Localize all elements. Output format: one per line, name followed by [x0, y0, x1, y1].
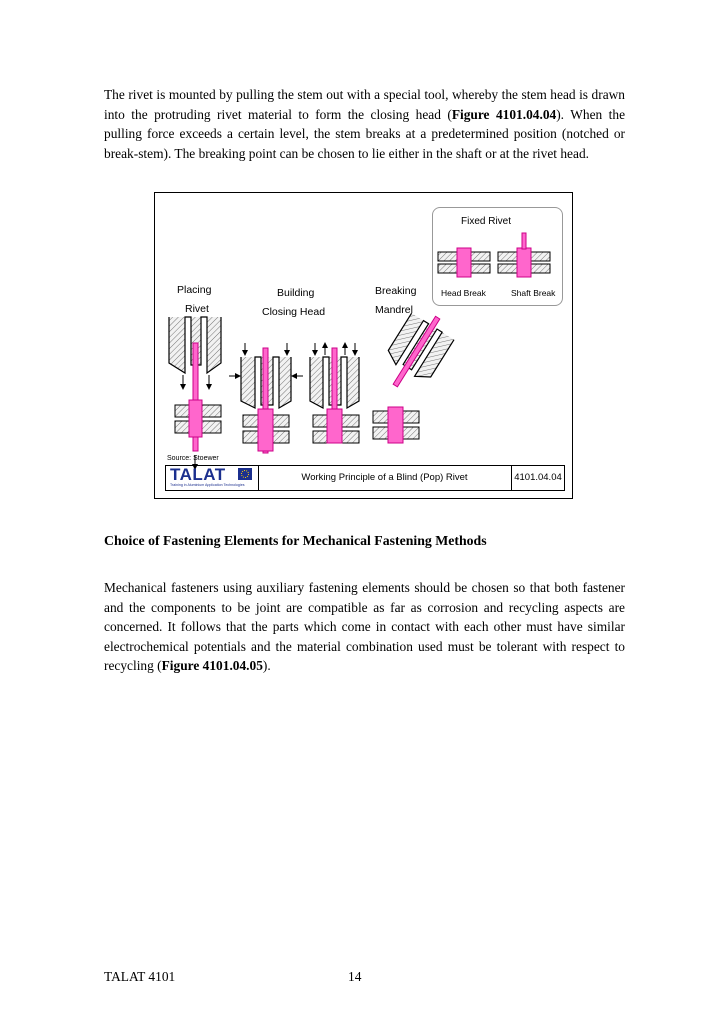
paragraph-rivet-mounting	[104, 85, 625, 163]
stage-placing-rivet	[169, 317, 221, 469]
label-breaking: Breaking	[375, 285, 417, 297]
paragraph-text: Mechanical fasteners using auxiliary fastening elements should be chosen so that both fastener and the components to be joint are compatible as far as corrosion and recycling aspects are concerned. It follows that the parts which come in contact with each other must have similar electrochemical potentials and the material combination used must be tolerant with respect to recycling (	[104, 580, 625, 674]
logo-subtitle: Training in Aluminium Application Technologies	[170, 483, 245, 487]
stage-building-closing-head	[229, 343, 303, 453]
label-building: Building	[277, 287, 315, 299]
logo-text: TALAT	[170, 465, 226, 484]
paragraph-text: The rivet is mounted by pulling the stem out with a special tool, whereby the stem head is drawn into the protruding rivet material to form the closing head (	[104, 87, 625, 122]
label-rivet: Rivet	[185, 303, 209, 315]
paragraph-text: ).	[262, 658, 271, 674]
footer-document-id: TALAT 4101	[104, 969, 176, 984]
talat-logo	[166, 466, 259, 490]
label-placing: Placing	[177, 284, 212, 296]
footer-page-number: 14	[348, 969, 362, 984]
paragraph-text: ). When the pulling force exceeds a certain level, the stem breaks at a predetermined position (notched or break-stem). The breaking point can be chosen to lie either in the shaft or at the rivet head.	[104, 106, 626, 161]
section-heading: Choice of Fastening Elements for Mechanical Fastening Methods	[104, 533, 487, 548]
eu-flag-icon	[238, 468, 252, 480]
figure-reference: Figure 4101.04.05	[161, 658, 263, 674]
stage-breaking-mandrel	[310, 343, 359, 443]
figure-footer-bar	[165, 465, 565, 491]
figure-number: 4101.04.04	[514, 472, 562, 483]
figure-reference: Figure 4101.04.04	[451, 106, 557, 122]
label-closing-head: Closing Head	[262, 306, 326, 318]
figure-title: Working Principle of a Blind (Pop) Rivet	[258, 466, 512, 490]
paragraph-fastening-elements	[104, 578, 625, 676]
label-head-break: Head Break	[441, 288, 486, 298]
label-shaft-break: Shaft Break	[511, 288, 556, 298]
label-fixed-rivet: Fixed Rivet	[461, 216, 512, 227]
label-mandrel: Mandrel	[375, 304, 413, 316]
stage-mandrel-removed	[373, 305, 459, 443]
figure-blind-rivet	[154, 192, 573, 499]
source-note: Source: Stoewer	[167, 455, 219, 462]
